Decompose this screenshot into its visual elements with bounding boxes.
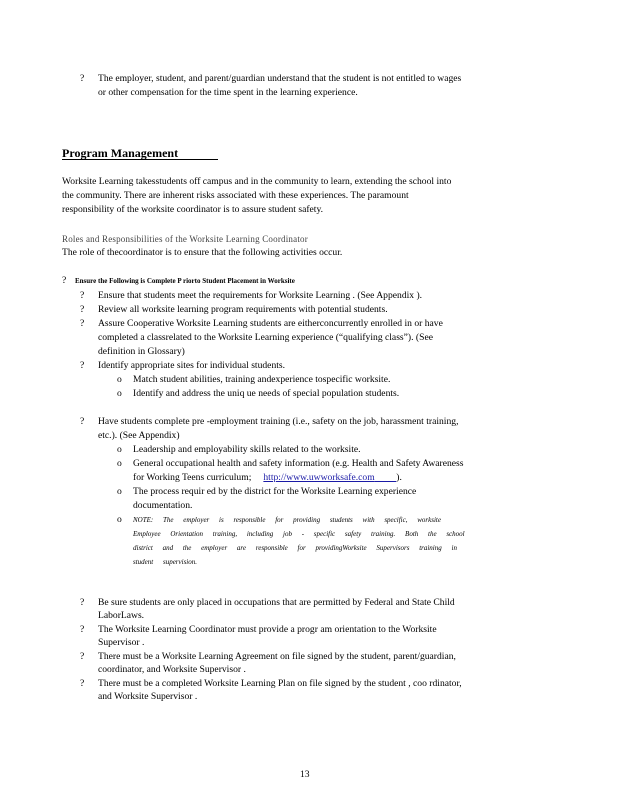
bottom-item-orientation-line-1: The Worksite Learning Coordinator must provide a progr am orientation to the Worksite <box>98 624 437 635</box>
bullet-marker: ? <box>80 318 85 329</box>
heading-underline <box>62 159 218 160</box>
general-line-2-suffix: ). <box>396 472 402 483</box>
sub-item-process-line-1: The process requir ed by the district for the Worksite Learning experience <box>133 486 417 497</box>
program-management-heading-text: Program Management <box>62 146 179 160</box>
top-bullet-line-2: or other compensation for the time spent in the learning experience. <box>98 87 358 98</box>
bullet-marker: ? <box>80 416 85 427</box>
note-line-2: Employee Orientation training, including job - specific safety training. Both the school <box>133 530 465 538</box>
sub-bullet-marker: o <box>117 444 122 455</box>
bullet-marker: ? <box>62 275 67 286</box>
item-assure-line-2: completed a classrelated to the Worksite Learning experience (“qualifying class”). (See <box>98 332 433 343</box>
page-number: 13 <box>300 769 310 780</box>
link-trailing-underline <box>375 472 397 483</box>
sub-item-leadership: Leadership and employability skills related to the worksite. <box>133 444 361 455</box>
bullet-marker: ? <box>80 73 85 84</box>
item-review: Review all worksite learning program requirements with potential students. <box>98 304 388 315</box>
bottom-item-plan-line-2: and Worksite Supervisor . <box>98 691 198 702</box>
bottom-item-occupations-line-2: LaborLaws. <box>98 610 145 621</box>
bullet-marker: ? <box>80 651 85 662</box>
bottom-item-orientation-line-2: Supervisor . <box>98 637 145 648</box>
sub-item-match: Match student abilities, training andexperience tospecific worksite. <box>133 374 391 385</box>
note-line-3: district and the employer are responsible for providingWorksite Supervisors training in <box>133 544 457 552</box>
sub-item-general-line-1: General occupational health and safety information (e.g. Health and Safety Awareness <box>133 458 464 469</box>
sub-bullet-marker: o <box>117 514 122 525</box>
roles-intro: The role of thecoordinator is to ensure that the following activities occur. <box>62 247 343 258</box>
program-paragraph-line-2: the community. There are inherent risks associated with these experiences. The paramount <box>62 190 409 201</box>
employment-item-line-2: etc.). (See Appendix) <box>98 430 180 441</box>
bullet-marker: ? <box>80 678 85 689</box>
program-paragraph-line-1: Worksite Learning takesstudents off campus and in the community to learn, extending the school into <box>62 176 452 187</box>
bottom-item-occupations-line-1: Be sure students are only placed in occupations that are permitted by Federal and State Child <box>98 597 455 608</box>
sub-item-identify-needs: Identify and address the uniq ue needs of special population students. <box>133 388 400 399</box>
roles-heading: Roles and Responsibilities of the Worksite Learning Coordinator <box>62 234 308 244</box>
employment-item-line-1: Have students complete pre -employment training (i.e., safety on the job, harassment training, <box>98 416 459 427</box>
item-identify: Identify appropriate sites for individual students. <box>98 360 286 371</box>
bottom-item-agreement-line-1: There must be a Worksite Learning Agreement on file signed by the student, parent/guardian, <box>98 651 456 662</box>
item-assure-line-3: definition in Glossary) <box>98 346 185 357</box>
sub-bullet-marker: o <box>117 458 122 469</box>
note-line-4: student supervision. <box>133 558 197 566</box>
item-assure-line-1: Assure Cooperative Worksite Learning students are eitherconcurrently enrolled in or have <box>98 318 443 329</box>
sub-bullet-marker: o <box>117 374 122 385</box>
bullet-marker: ? <box>80 304 85 315</box>
bottom-item-plan-line-1: There must be a completed Worksite Learning Plan on file signed by the student , coo rdinator, <box>98 678 462 689</box>
bullet-marker: ? <box>80 624 85 635</box>
general-line-2-prefix: for Working Teens curriculum; <box>133 472 252 483</box>
bullet-marker: ? <box>80 360 85 371</box>
item-requirements: Ensure that students meet the requirements for Worksite Learning . (See Appendix ). <box>98 290 423 301</box>
sub-bullet-marker: o <box>117 486 122 497</box>
bullet-marker: ? <box>80 290 85 301</box>
program-paragraph-line-3: responsibility of the worksite coordinator is to assure student safety. <box>62 204 324 215</box>
sub-item-general-line-2 <box>133 472 402 484</box>
uwworksafe-link[interactable]: http://www.uwworksafe.com <box>263 472 375 483</box>
sub-bullet-marker: o <box>117 388 122 399</box>
note-line-1: NOTE: The employer is responsible for providing students with specific, worksite <box>133 516 441 524</box>
ensure-heading: Ensure the Following is Complete P riorto Student Placement in Worksite <box>75 277 295 285</box>
sub-item-process-line-2: documentation. <box>133 500 193 511</box>
bullet-marker: ? <box>80 597 85 608</box>
bottom-item-agreement-line-2: coordinator, and Worksite Supervisor . <box>98 664 246 675</box>
top-bullet-line-1: The employer, student, and parent/guardian understand that the student is not entitled to wages <box>98 73 462 84</box>
